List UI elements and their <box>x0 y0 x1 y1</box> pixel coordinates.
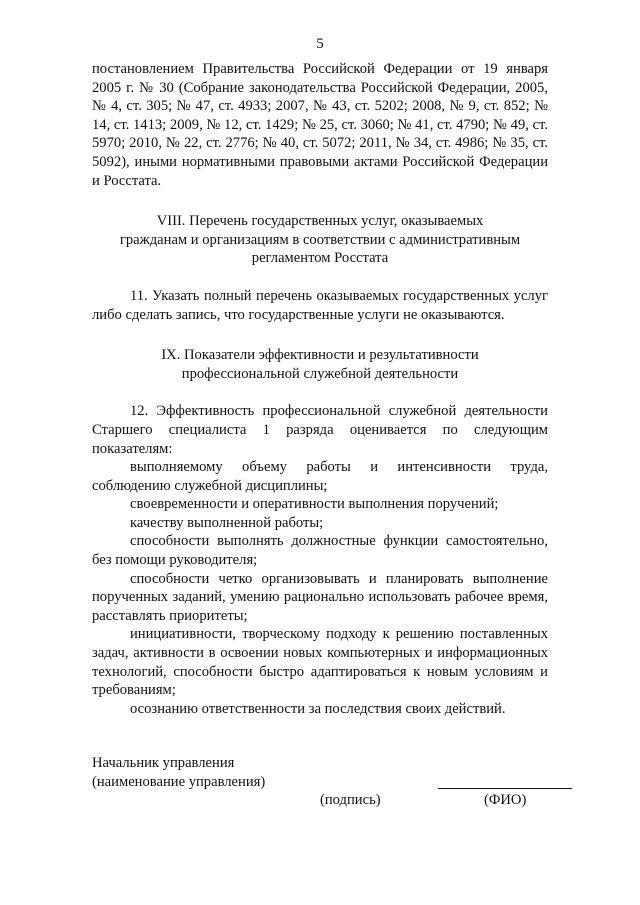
criteria-item: способности четко организовывать и планировать выполнение порученных заданий, умению рационально использовать рабочее время, расставлять приоритеты; <box>92 570 548 624</box>
section-8-heading-line: VIII. Перечень государственных услуг, оказываемых <box>156 213 484 230</box>
signature-fio-label: (ФИО) <box>484 792 527 809</box>
signature-block <box>92 754 548 814</box>
signature-sign-label: (подпись) <box>320 792 381 809</box>
signature-line <box>438 788 572 789</box>
intro-paragraph: постановлением Правительства Российской Федерации от 19 января 2005 г. № 30 (Собрание законодательства Российской Федерации, 2005, № 4, ст. 305; № 47, ст. 4933; 2007, № 43, ст. 5202; 2008, № 9, ст. 852; № 14, ст. 1413; 2009, № 12, ст. 1429; № 25, ст. 3060; № 41, ст. 4790; № 49, ст. 5970; 2010, № 22, ст. 2776; № 40, ст. 5072; 2011, № 34, ст. 4986; № 35, ст. 5092), иными нормативными правовыми актами Российской Федерации и Росстата. <box>92 61 548 189</box>
criteria-item: инициативности, творческому подходу к решению поставленных задач, активности в освоении новых компьютерных и информационных технологий, способности быстро адаптироваться к новым условиям и требованиям; <box>92 626 548 699</box>
section-8-heading <box>92 212 548 268</box>
section-9-heading-line: профессиональной служебной деятельности <box>181 365 459 382</box>
signature-subtitle: (наименование управления) <box>92 774 266 790</box>
section-9-heading <box>92 346 548 383</box>
section-8-paragraph: 11. Указать полный перечень оказываемых государственных услуг либо сделать запись, что государственные услуги не оказываются. <box>92 287 548 323</box>
section-8-heading-line: гражданам и организациям в соответствии с административным <box>119 231 521 248</box>
section-9-heading-line: IX. Показатели эффективности и результативности <box>161 347 479 364</box>
page-number: 5 <box>316 36 324 52</box>
document-body <box>92 60 548 814</box>
section-8-heading-line: регламентом Росстата <box>251 250 389 267</box>
signature-title: Начальник управления <box>92 755 235 772</box>
criteria-item: качеству выполненной работы; <box>130 514 324 531</box>
criteria-item: своевременности и оперативности выполнения поручений; <box>130 496 499 513</box>
criteria-item: выполняемому объему работы и интенсивности труда, соблюдению служебной дисциплины; <box>92 459 548 494</box>
section-9-paragraph: 12. Эффективность профессиональной служебной деятельности Старшего специалиста 1 разряда оценивается по следующим показателям: <box>92 403 548 457</box>
criteria-item: способности выполнять должностные функции самостоятельно, без помощи руководителя; <box>92 533 548 569</box>
criteria-item: осознанию ответственности за последствия своих действий. <box>130 700 506 717</box>
